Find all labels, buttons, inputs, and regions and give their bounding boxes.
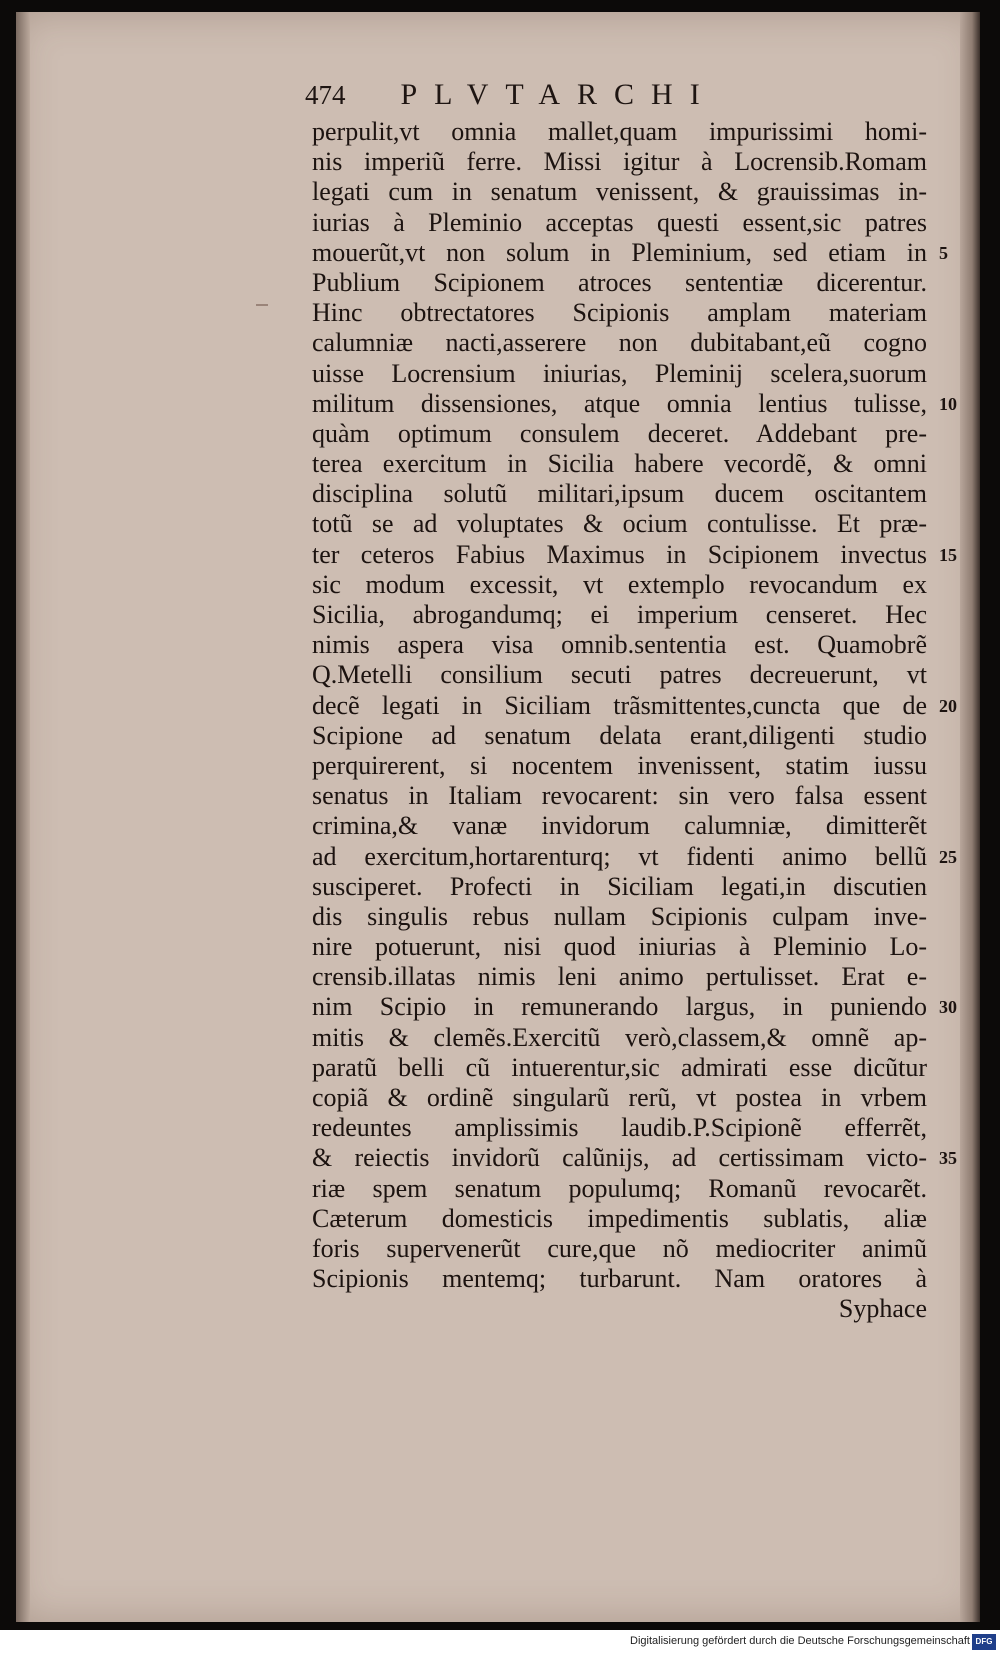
line-number (939, 1113, 975, 1143)
line-number (939, 570, 975, 600)
text-line: calumniæ nacti,asserere non dubitabant,eũ cogno (312, 328, 927, 358)
text-line: perquirerent, si nocentem invenissent, statim iussu (312, 750, 927, 780)
text-line: mitis & clemẽs.Exercitũ verò,classem,& omnẽ ap- (312, 1022, 927, 1052)
line-number (939, 962, 975, 992)
line-number (939, 630, 975, 660)
text-line: iurias à Pleminio acceptas questi essent,sic patres (312, 207, 927, 237)
line-number (939, 721, 975, 751)
line-number (939, 177, 975, 207)
line-number: 35 (939, 1148, 957, 1169)
line-number: 15 (939, 544, 957, 565)
text-line: Scipionis mentemq; turbarunt. Nam oratores à (312, 1264, 927, 1294)
dfg-logo: DFG (972, 1634, 996, 1650)
text-line: Cæterum domesticis impedimentis sublatis, aliæ (312, 1203, 927, 1233)
line-number (939, 419, 975, 449)
line-number (939, 811, 975, 841)
text-line: sic modum excessit, vt extemplo revocandum ex (312, 569, 927, 599)
line-number (939, 479, 975, 509)
margin-mark (256, 304, 268, 306)
text-line: senatus in Italiam revocarent: sin vero falsa essent (312, 781, 927, 811)
text-line: Scipione ad senatum delata erant,diligenti studio (312, 720, 927, 750)
line-number (939, 1294, 975, 1324)
text-line: susciperet. Profecti in Siciliam legati,in discutien (312, 871, 927, 901)
line-number (939, 600, 975, 630)
text-line: Publium Scipionem atroces sententiæ dicerentur. (312, 267, 927, 297)
line-number (939, 872, 975, 902)
line-number (939, 932, 975, 962)
running-head: PLVTARCHI (400, 78, 717, 111)
text-line: uisse Locrensium iniurias, Pleminij scelera,suorum (312, 358, 927, 388)
line-number (939, 298, 975, 328)
text-line: Syphace (838, 1294, 927, 1324)
page-gutter-shadow (16, 12, 30, 1622)
line-number (939, 1234, 975, 1264)
line-number (939, 509, 975, 539)
text-line: nimis aspera visa omnib.sententia est. Quamobrẽ (312, 630, 927, 660)
text-line: Sicilia, abrogandumq; ei imperium censeret. Hec (312, 600, 927, 629)
text-line: legati cum in senatum venissent, & grauissimas in- (312, 177, 927, 207)
text-line: perpulit,vt omnia mallet,quam impurissimi homi- (312, 117, 927, 146)
text-line: decẽ legati in Siciliam trãsmittentes,cuncta que de (312, 690, 927, 720)
line-number (939, 208, 975, 238)
text-line: Hinc obtrectatores Scipionis amplam materiam (312, 298, 927, 328)
text-line: nire potuerunt, nisi quod iniurias à Pleminio Lo- (312, 932, 927, 962)
line-number (939, 449, 975, 479)
text-line: copiã & ordinẽ singularũ rerũ, vt postea in vrbem (312, 1083, 927, 1112)
text-line: ter ceteros Fabius Maximus in Scipionem invectus (312, 539, 927, 569)
text-line: totũ se ad voluptates & ocium contulisse. Et præ- (312, 509, 927, 539)
line-number (939, 902, 975, 932)
line-number (939, 1053, 975, 1083)
digitization-footer (0, 1630, 1000, 1656)
line-number (939, 1204, 975, 1234)
page-number: 474 (305, 80, 346, 110)
line-number (939, 268, 975, 298)
line-number (939, 751, 975, 781)
text-line: foris supervenerũt cure,que nõ mediocriter animũ (312, 1233, 927, 1263)
text-line: crimina,& vanæ invidorum calumniæ, dimitterẽt (312, 811, 927, 841)
text-line: & reiectis invidorũ calũnijs, ad certissimam victo- (312, 1143, 927, 1173)
line-number (939, 1174, 975, 1204)
line-number: 5 (939, 242, 948, 263)
line-number: 25 (939, 846, 957, 867)
line-number (939, 1264, 975, 1294)
text-line: disciplina solutũ militari,ipsum ducem oscitantem (312, 479, 927, 509)
page-header (305, 78, 915, 112)
text-line: nim Scipio in remunerando largus, in puniendo (312, 992, 927, 1022)
text-line: nis imperiũ ferre. Missi igitur à Locrensib.Romam (312, 147, 927, 177)
text-line: crensib.illatas nimis leni animo pertulisset. Erat e- (312, 962, 927, 992)
body-text (312, 117, 927, 1325)
line-number (939, 117, 975, 147)
text-line: paratũ belli cũ intuerentur,sic admirati esse dicũtur (312, 1052, 927, 1082)
text-line: terea exercitum in Sicilia habere vecordẽ, & omni (312, 449, 927, 479)
line-number: 10 (939, 393, 957, 414)
text-line: dis singulis rebus nullam Scipionis culpam inve- (312, 901, 927, 931)
line-number (939, 1023, 975, 1053)
line-number: 30 (939, 997, 957, 1018)
line-number (939, 1083, 975, 1113)
text-line: redeuntes amplissimis laudib.P.Scipionẽ efferrẽt, (312, 1113, 927, 1143)
line-number (939, 781, 975, 811)
footer-credit: Digitalisierung gefördert durch die Deutsche Forschungsgemeinschaft (630, 1635, 970, 1647)
text-line: quàm optimum consulem deceret. Addebant pre- (312, 418, 927, 448)
text-line: militum dissensiones, atque omnia lentius tulisse, (312, 388, 927, 418)
line-number: 20 (939, 695, 957, 716)
line-number (939, 147, 975, 177)
text-line: Q.Metelli consilium secuti patres decreuerunt, vt (312, 660, 927, 690)
line-number (939, 660, 975, 690)
line-number (939, 328, 975, 358)
text-line: riæ spem senatum populumq; Romanũ revocarẽt. (312, 1173, 927, 1203)
line-number (939, 359, 975, 389)
line-numbers (939, 117, 975, 1325)
text-line: ad exercitum,hortarenturq; vt fidenti animo bellũ (312, 841, 927, 871)
text-line: mouerũt,vt non solum in Pleminium, sed etiam in (312, 237, 927, 267)
